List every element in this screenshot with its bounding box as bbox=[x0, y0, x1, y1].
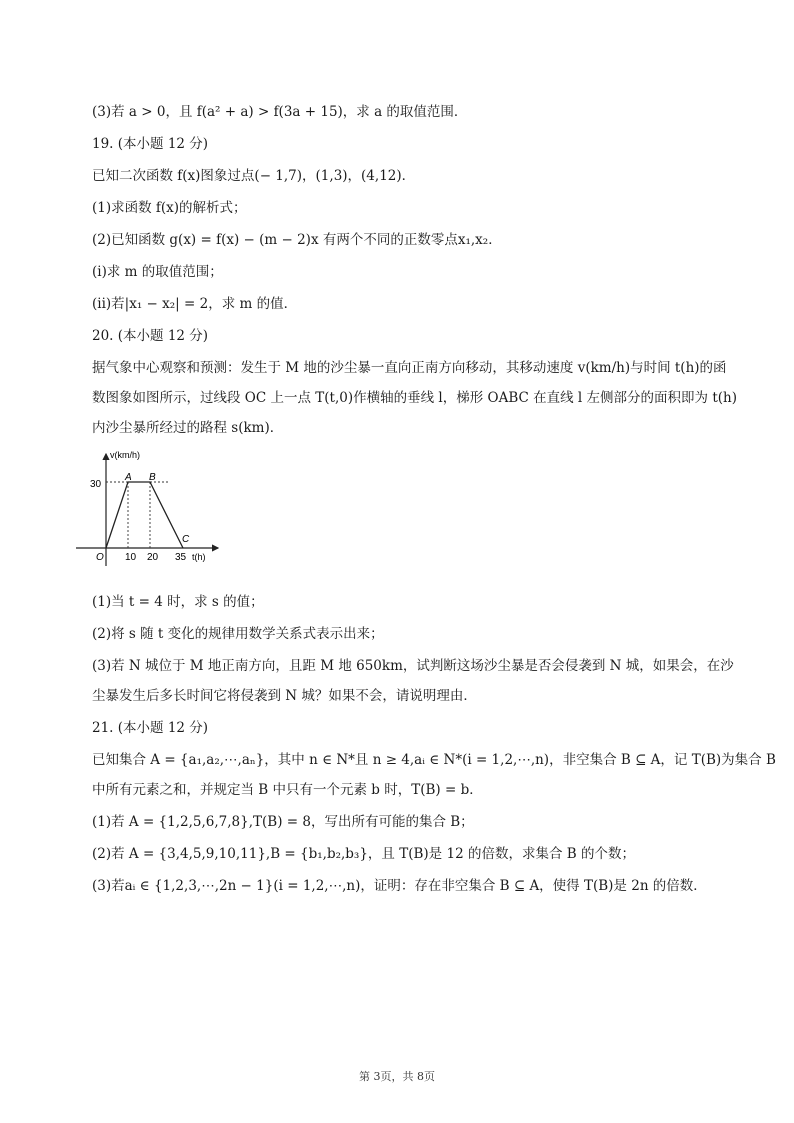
q20-stem-line3: 内沙尘暴所经过的路程 s(km)． bbox=[92, 420, 284, 436]
x-tick-35: 35 bbox=[175, 552, 187, 563]
velocity-trapezoid bbox=[106, 482, 183, 548]
x-tick-10: 10 bbox=[125, 552, 137, 563]
x-tick-20: 20 bbox=[147, 552, 159, 563]
q19-part2ii: (ii)若|x₁ − x₂| = 2，求 m 的值． bbox=[92, 296, 298, 312]
q21-stem-line1: 已知集合 A = {a₁,a₂,⋯,aₙ}，其中 n ∈ N*且 n ≥ 4,aᵢ ∈ N*(i = 1,2,⋯,n)，非空集合 B ⊆ A，记 T(B)为集合 B bbox=[92, 752, 776, 768]
q20-part2: (2)将 s 随 t 变化的规律用数学关系式表示出来； bbox=[92, 626, 384, 642]
point-b-label: B bbox=[149, 472, 156, 483]
q20-header: 20. (本小题 12 分) bbox=[92, 328, 209, 344]
q20-stem-line2: 数图象如图所示，过线段 OC 上一点 T(t,0)作横轴的垂线 l，梯形 OABC 在直线 l 左侧部分的面积即为 t(h) bbox=[92, 390, 737, 406]
q19-part2: (2)已知函数 g(x) = f(x) − (m − 2)x 有两个不同的正数零点x₁,x₂． bbox=[92, 232, 502, 248]
page-footer: 第 3页，共 8页 bbox=[359, 1070, 435, 1083]
q20-part3-line2: 尘暴发生后多长时间它将侵袭到 N 城？如果不会，请说明理由． bbox=[92, 688, 477, 704]
q21-part2: (2)若 A = {3,4,5,9,10,11},B = {b₁,b₂,b₃}，且 T(B)是 12 的倍数，求集合 B 的个数； bbox=[92, 846, 635, 862]
q18-part3: (3)若 a > 0，且 f(a² + a) > f(3a + 15)，求 a 的取值范围． bbox=[92, 104, 468, 120]
guide-lines bbox=[106, 482, 170, 548]
point-a-label: A bbox=[125, 472, 132, 483]
q19-header: 19. (本小题 12 分) bbox=[92, 136, 209, 152]
q21-stem-line2: 中所有元素之和，并规定当 B 中只有一个元素 b 时，T(B) = b． bbox=[92, 782, 483, 798]
x-axis-label: t(h) bbox=[192, 552, 206, 562]
q19-stem: 已知二次函数 f(x)图象过点(− 1,7)，(1,3)，(4,12)． bbox=[92, 168, 416, 184]
velocity-time-graph bbox=[74, 448, 224, 570]
q21-part3: (3)若aᵢ ∈ {1,2,3,⋯,2n − 1}(i = 1,2,⋯,n)，证明：存在非空集合 B ⊆ A，使得 T(B)是 2n 的倍数． bbox=[92, 878, 707, 894]
point-c-label: C bbox=[182, 534, 190, 545]
q19-part1: (1)求函数 f(x)的解析式； bbox=[92, 200, 247, 216]
q21-header: 21. (本小题 12 分) bbox=[92, 720, 209, 736]
y-axis-label: v(km/h) bbox=[110, 450, 140, 460]
q19-part2i: (i)求 m 的取值范围； bbox=[92, 264, 223, 280]
q20-part1: (1)当 t = 4 时，求 s 的值； bbox=[92, 594, 264, 610]
q21-part1: (1)若 A = {1,2,5,6,7,8},T(B) = 8，写出所有可能的集合 B； bbox=[92, 814, 474, 830]
q20-stem-line1: 据气象中心观察和预测：发生于 M 地的沙尘暴一直向正南方向移动，其移动速度 v(km/h)与时间 t(h)的函 bbox=[92, 360, 727, 376]
origin-label: O bbox=[96, 552, 104, 563]
y-tick-30: 30 bbox=[90, 479, 102, 490]
q20-part3-line1: (3)若 N 城位于 M 地正南方向，且距 M 地 650km，试判断这场沙尘暴是否会侵袭到 N 城，如果会，在沙 bbox=[92, 658, 734, 674]
